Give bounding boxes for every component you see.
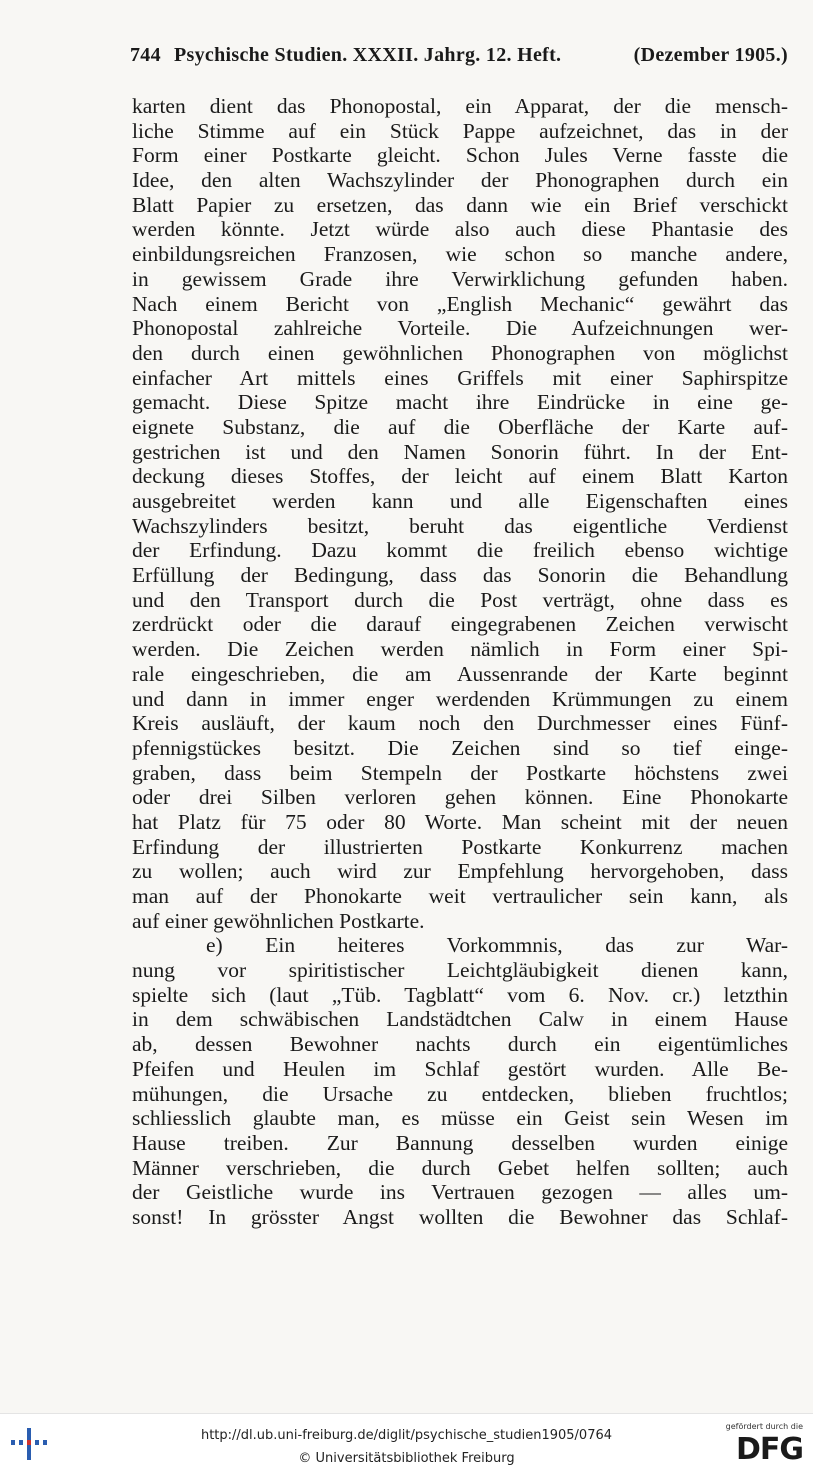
text-line: hat Platz für 75 oder 80 Worte. Man scheint mit der neuen bbox=[132, 809, 788, 834]
text-line: eignete Substanz, die auf die Oberfläche der Karte auf- bbox=[132, 414, 788, 439]
text-line: oder drei Silben verloren gehen können. Eine Phonokarte bbox=[132, 785, 788, 810]
text-line: werden könnte. Jetzt würde also auch diese Phantasie des bbox=[132, 217, 788, 242]
text-line: Erfüllung der Bedingung, dass das Sonorin die Behandlung bbox=[132, 563, 788, 588]
text-line: Erfindung der illustrierten Postkarte Konkurrenz machen bbox=[132, 834, 788, 859]
text-line: sonst! In grösster Angst wollten die Bewohner das Schlaf- bbox=[132, 1204, 788, 1229]
copyright-notice: © Universitätsbibliothek Freiburg bbox=[298, 1451, 515, 1466]
issue-date: (Dezember 1905.) bbox=[633, 44, 788, 66]
funded-by-label: gefördert durch die bbox=[725, 1422, 803, 1431]
text-line: einfacher Art mittels eines Griffels mit einer Saphirspitze bbox=[132, 365, 788, 390]
text-line: rale eingeschrieben, die am Aussenrande der Karte beginnt bbox=[132, 661, 788, 686]
text-line: den durch einen gewöhnlichen Phonographen von möglichst bbox=[132, 340, 788, 365]
text-line: werden. Die Zeichen werden nämlich in Form einer Spi- bbox=[132, 637, 788, 662]
text-line: ab, dessen Bewohner nachts durch ein eigentümliches bbox=[132, 1032, 788, 1057]
text-line: zerdrückt oder die darauf eingegrabenen Zeichen verwischt bbox=[132, 612, 788, 637]
text-line: mühungen, die Ursache zu entdecken, blieben fruchtlos; bbox=[132, 1081, 788, 1106]
text-line: Männer verschrieben, die durch Gebet helfen sollten; auch bbox=[132, 1155, 788, 1180]
text-line: Phonopostal zahlreiche Vorteile. Die Aufzeichnungen wer- bbox=[132, 316, 788, 341]
text-line: pfennigstückes besitzt. Die Zeichen sind so tief einge- bbox=[132, 735, 788, 760]
text-line: in gewissem Grade ihre Verwirklichung gefunden haben. bbox=[132, 266, 788, 291]
text-line: e) Ein heiteres Vorkommnis, das zur War- bbox=[206, 933, 788, 958]
text-line: in dem schwäbischen Landstädtchen Calw in einem Hause bbox=[132, 1007, 788, 1032]
text-line: man auf der Phonokarte weit vertraulicher sein kann, als bbox=[132, 884, 788, 908]
running-header bbox=[130, 44, 788, 72]
text-line: und den Transport durch die Post verträgt, ohne dass es bbox=[132, 587, 788, 612]
text-line: Pfeifen und Heulen im Schlaf gestört wurden. Alle Be- bbox=[132, 1056, 788, 1081]
text-line: gestrichen ist und den Namen Sonorin führt. In der Ent- bbox=[132, 439, 788, 464]
text-line: Kreis ausläuft, der kaum noch den Durchmesser eines Fünf- bbox=[132, 711, 788, 736]
text-line: Wachszylinders besitzt, beruht das eigentliche Verdienst bbox=[132, 513, 788, 538]
text-line: graben, dass beim Stempeln der Postkarte höchstens zwei bbox=[132, 760, 788, 785]
viewer-footer bbox=[0, 1413, 813, 1474]
text-line: der Geistliche wurde ins Vertrauen gezogen — alles um- bbox=[132, 1180, 788, 1205]
text-line: zu wollen; auch wird zur Empfehlung hervorgehoben, dass bbox=[132, 859, 788, 884]
page-number: 744 bbox=[130, 44, 161, 66]
text-line: schliesslich glaubte man, es müsse ein Geist sein Wesen im bbox=[132, 1106, 788, 1131]
text-line: Idee, den alten Wachszylinder der Phonographen durch ein bbox=[132, 168, 788, 193]
text-line: Hause treiben. Zur Bannung desselben wurden einige bbox=[132, 1130, 788, 1155]
text-line: auf einer gewöhnlichen Postkarte. bbox=[132, 908, 425, 933]
running-title: Psychische Studien. XXXII. Jahrg. 12. Heft. bbox=[174, 44, 562, 66]
text-line: karten dient das Phonopostal, ein Apparat, der die mensch- bbox=[132, 94, 788, 118]
text-line: Blatt Papier zu ersetzen, das dann wie ein Brief verschickt bbox=[132, 192, 788, 217]
text-line: spielte sich (laut „Tüb. Tagblatt“ vom 6. Nov. cr.) letzthin bbox=[132, 982, 788, 1007]
text-line: nung vor spiritistischer Leichtgläubigkeit dienen kann, bbox=[132, 958, 788, 983]
text-line: liche Stimme auf ein Stück Pappe aufzeichnet, das in der bbox=[132, 118, 788, 143]
dfg-wordmark: DFG bbox=[735, 1432, 803, 1467]
text-line: Form einer Postkarte gleicht. Schon Jules Verne fasste die bbox=[132, 143, 788, 168]
text-line: und dann in immer enger werdenden Krümmungen zu einem bbox=[132, 686, 788, 711]
text-line: gemacht. Diese Spitze macht ihre Eindrücke in eine ge- bbox=[132, 390, 788, 415]
source-url[interactable]: http://dl.ub.uni-freiburg.de/diglit/psychische_studien1905/0764 bbox=[200, 1428, 613, 1443]
text-line: deckung dieses Stoffes, der leicht auf einem Blatt Karton bbox=[132, 464, 788, 489]
body-text bbox=[132, 94, 788, 1230]
dfg-logo bbox=[717, 1422, 803, 1468]
text-line: der Erfindung. Dazu kommt die freilich ebenso wichtige bbox=[132, 538, 788, 563]
text-line: einbildungsreichen Franzosen, wie schon so manche andere, bbox=[132, 242, 788, 267]
text-line: Nach einem Bericht von „English Mechanic“ gewährt das bbox=[132, 291, 788, 316]
text-line: ausgebreitet werden kann und alle Eigenschaften eines bbox=[132, 489, 788, 513]
